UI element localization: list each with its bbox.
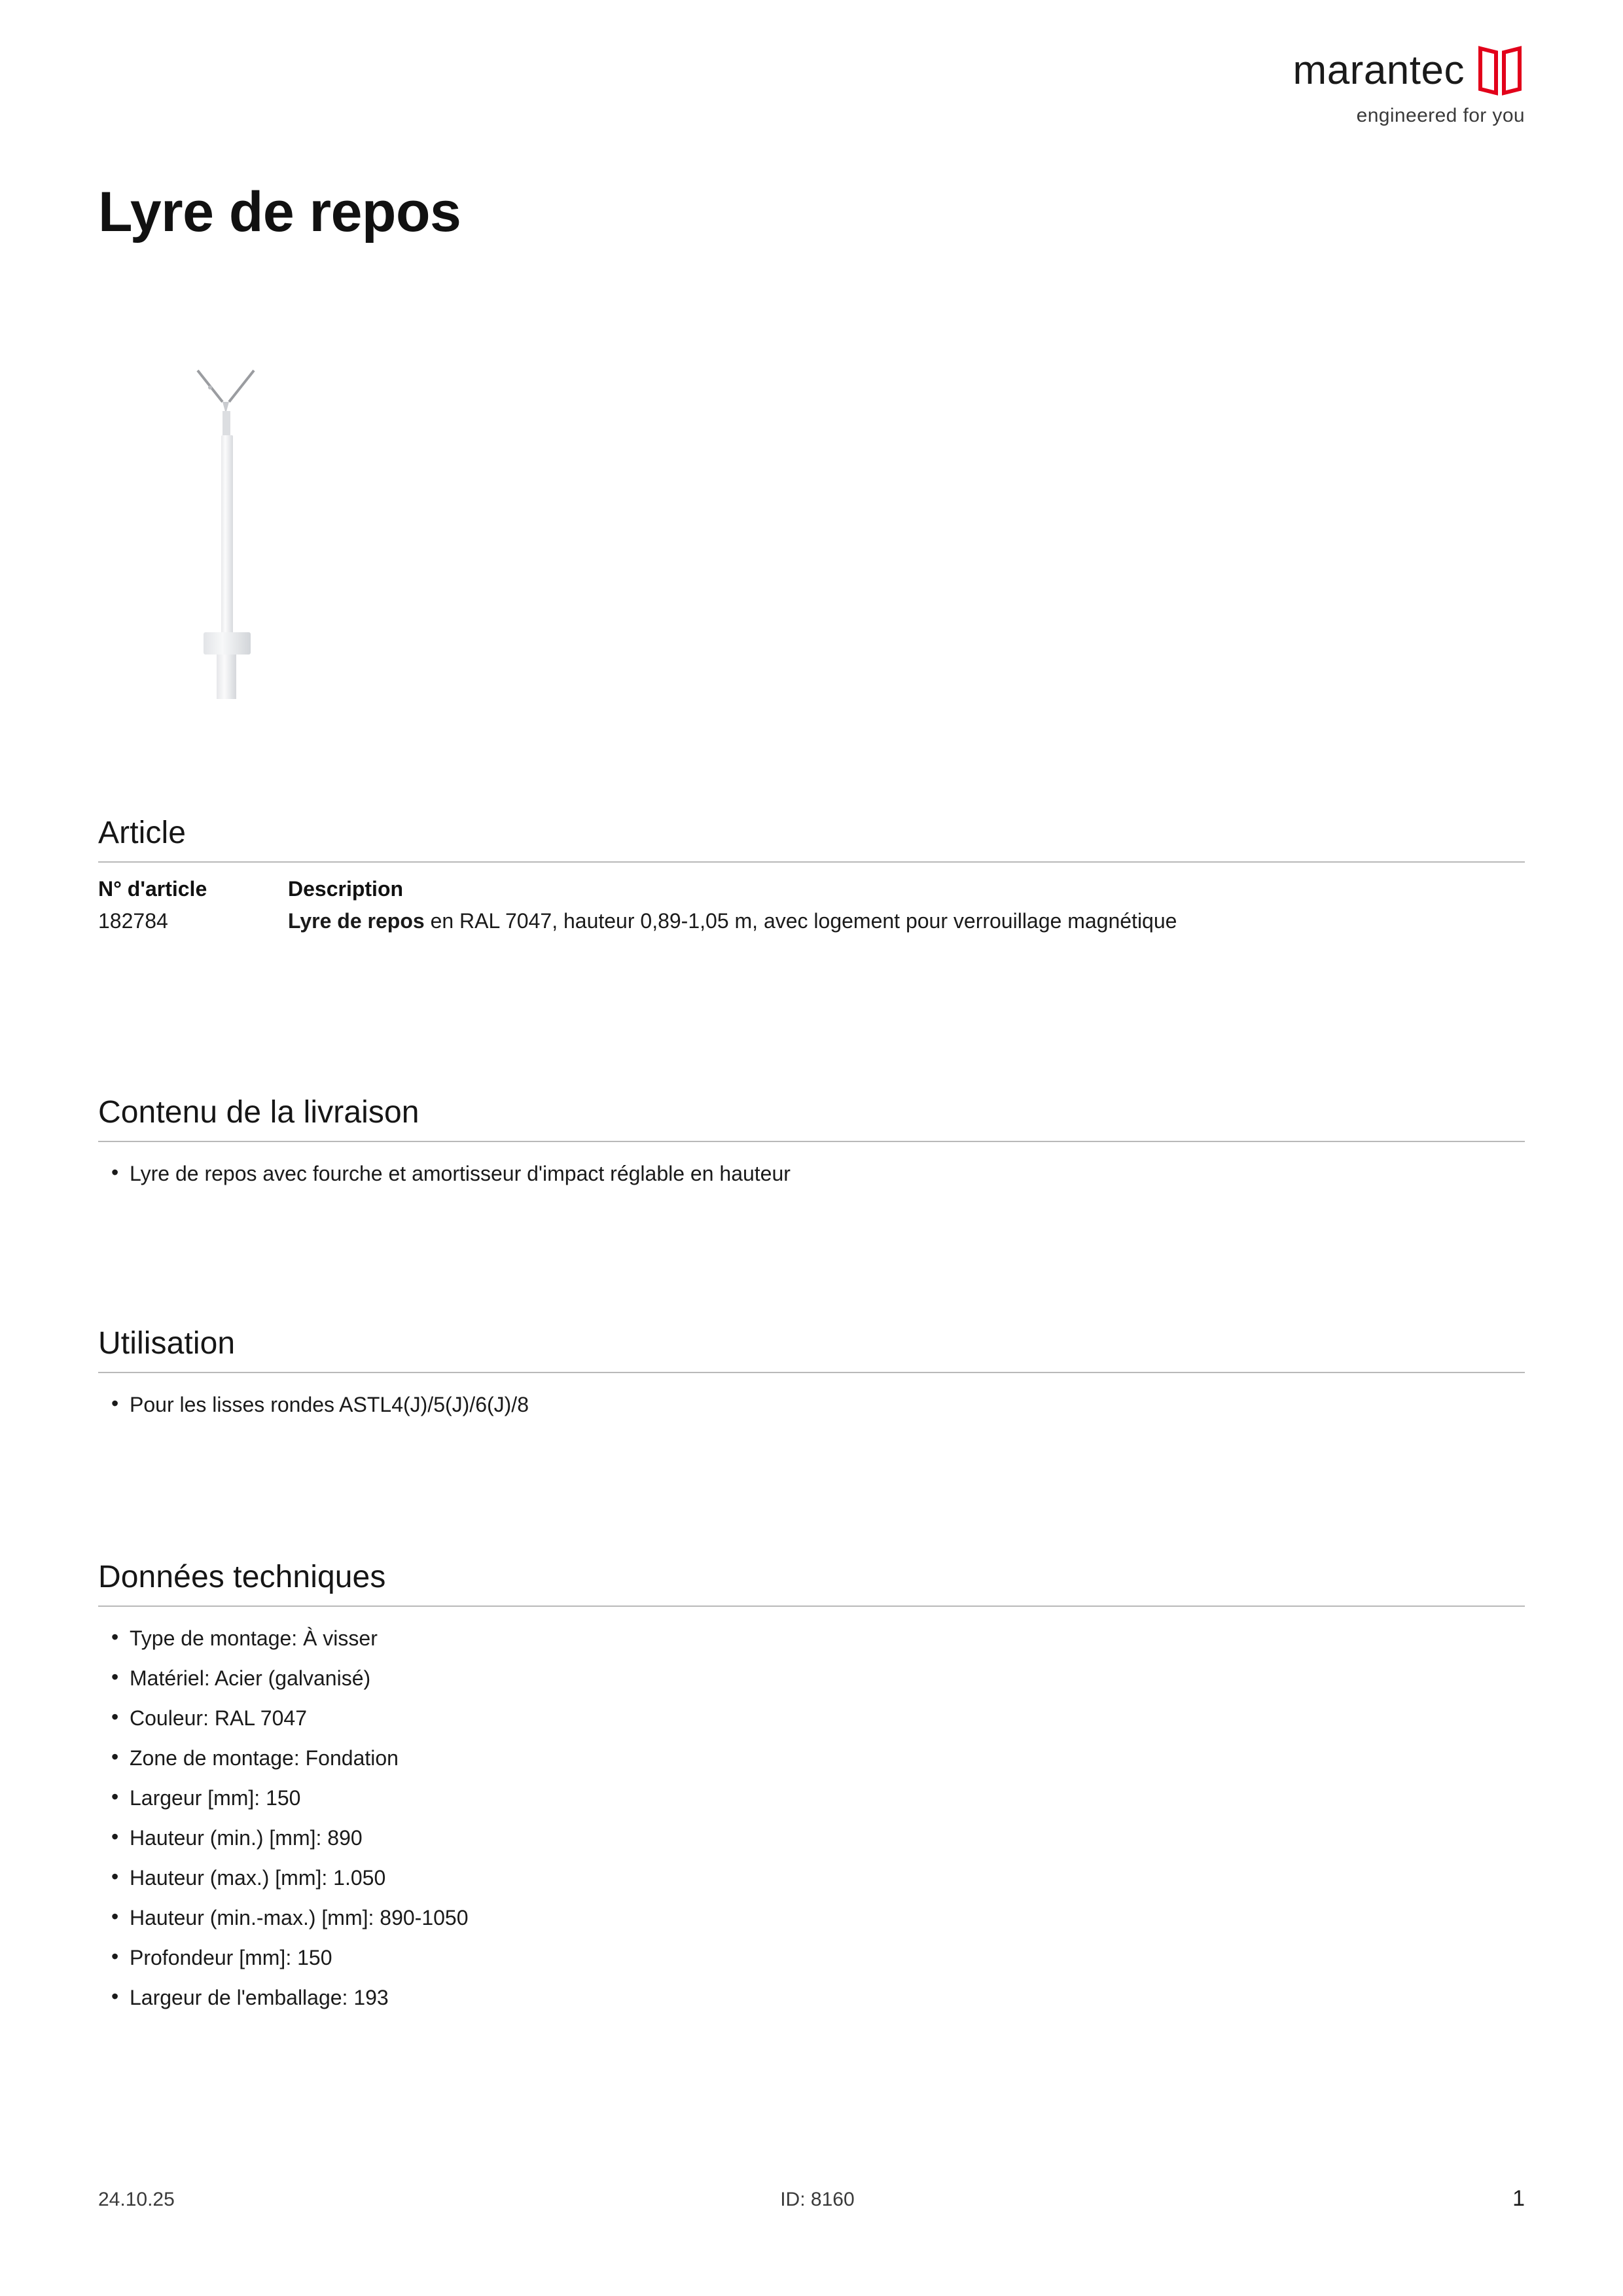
list-item: • Profondeur [mm]: 150 [98, 1945, 1525, 1971]
section-heading-usage: Utilisation [98, 1326, 236, 1361]
divider [98, 861, 1525, 863]
list-item: • Hauteur (min.-max.) [mm]: 890-1050 [98, 1905, 1525, 1931]
section-usage [98, 1325, 1525, 1431]
list-item: • Matériel: Acier (galvanisé) [98, 1665, 1525, 1691]
cell-article-number: 182784 [98, 909, 168, 933]
footer-date: 24.10.25 [98, 2189, 175, 2210]
divider [98, 1372, 1525, 1373]
page-footer [98, 2186, 1525, 2212]
article-table [98, 877, 1525, 933]
post-collar [204, 632, 251, 655]
divider [98, 1605, 1525, 1607]
footer-page-number: 1 [1512, 2186, 1525, 2211]
list-item: • Hauteur (max.) [mm]: 1.050 [98, 1865, 1525, 1891]
section-article [98, 815, 1525, 933]
marantec-mark-icon [1476, 46, 1525, 96]
brand-header [1293, 46, 1525, 127]
fork-illustration [188, 367, 267, 445]
brand-name: marantec [1293, 48, 1465, 93]
list-item: • Pour les lisses rondes ASTL4(J)/5(J)/6(J)/8 [98, 1391, 1525, 1418]
divider [98, 1141, 1525, 1142]
list-item: • Largeur de l'emballage: 193 [98, 1984, 1525, 2011]
cell-description [288, 909, 1525, 933]
footer-id: ID: 8160 [780, 2189, 855, 2210]
list-item: • Couleur: RAL 7047 [98, 1705, 1525, 1731]
brand-tagline: engineered for you [1356, 105, 1525, 126]
column-header-article-number: N° d'article [98, 877, 207, 901]
column-header-description: Description [288, 877, 404, 901]
delivery-list [98, 1160, 1525, 1187]
logo [1293, 46, 1525, 96]
section-technical [98, 1559, 1525, 2024]
section-delivery [98, 1094, 1525, 1200]
list-item: • Largeur [mm]: 150 [98, 1785, 1525, 1811]
list-item: • Lyre de repos avec fourche et amortisseur d'impact réglable en hauteur [98, 1160, 1525, 1187]
technical-list [98, 1625, 1525, 2011]
section-heading-delivery: Contenu de la livraison [98, 1095, 419, 1130]
usage-list [98, 1391, 1525, 1418]
list-item: • Zone de montage: Fondation [98, 1745, 1525, 1771]
cell-description-bold: Lyre de repos [288, 909, 425, 933]
page-title: Lyre de repos [98, 181, 461, 243]
list-item: • Type de montage: À visser [98, 1625, 1525, 1651]
product-image [110, 353, 342, 730]
list-item: • Hauteur (min.) [mm]: 890 [98, 1825, 1525, 1851]
cell-description-rest: en RAL 7047, hauteur 0,89-1,05 m, avec logement pour verrouillage magnétique [424, 909, 1177, 933]
section-heading-article: Article [98, 816, 187, 850]
post-base [217, 655, 236, 699]
section-heading-technical: Données techniques [98, 1560, 386, 1594]
